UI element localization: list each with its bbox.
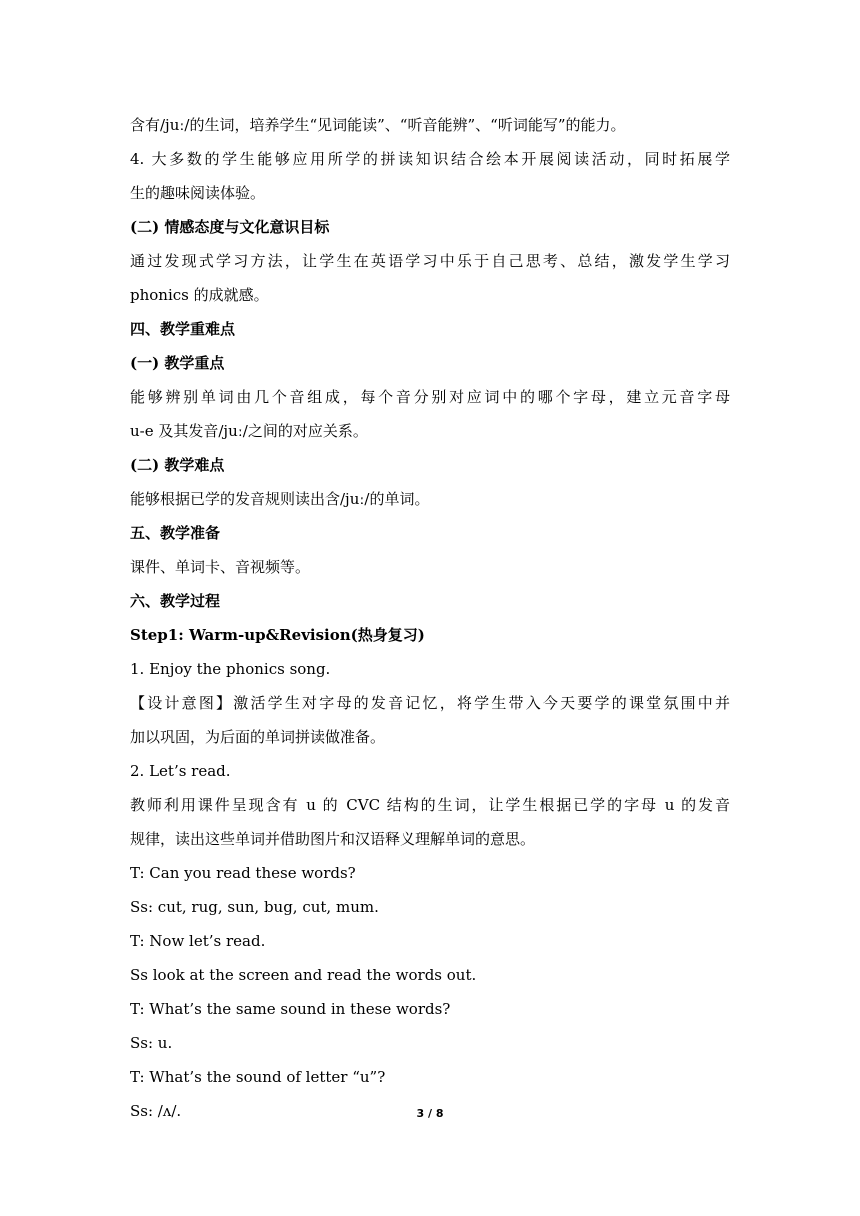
- document-page: [130, 108, 730, 1128]
- dialogue-line: Ss: /ʌ/.: [130, 1102, 182, 1120]
- section-heading-key-difficult-points: 四、教学重难点: [130, 320, 236, 338]
- paragraph-line: 能够根据已学的发音规则读出含/juː/的单词。: [130, 490, 430, 508]
- list-item: 2. Let’s read.: [130, 762, 231, 780]
- section-heading-process: 六、教学过程: [130, 592, 221, 610]
- subheading-key-points: (一) 教学重点: [130, 354, 225, 372]
- dialogue-line: T: What’s the sound of letter “u”?: [130, 1068, 386, 1086]
- paragraph-line: 通过发现式学习方法，让学生在英语学习中乐于自己思考、总结，激发学生学习: [130, 252, 730, 270]
- dialogue-line: T: What’s the same sound in these words?: [130, 1000, 451, 1018]
- paragraph-line: 规律，读出这些单词并借助图片和汉语释义理解单词的意思。: [130, 830, 536, 848]
- dialogue-line: Ss: cut, rug, sun, bug, cut, mum.: [130, 898, 379, 916]
- paragraph-line: phonics 的成就感。: [130, 286, 269, 304]
- paragraph-line: 教师利用课件呈现含有 u 的 CVC 结构的生词，让学生根据已学的字母 u 的发音: [130, 796, 730, 814]
- dialogue-line: Ss: u.: [130, 1034, 173, 1052]
- paragraph-line: u-e 及其发音/juː/之间的对应关系。: [130, 422, 368, 440]
- design-intent-line: 加以巩固，为后面的单词拼读做准备。: [130, 728, 386, 746]
- paragraph-line: 生的趣味阅读体验。: [130, 184, 266, 202]
- paragraph-line: 4. 大多数的学生能够应用所学的拼读知识结合绘本开展阅读活动，同时拓展学: [130, 150, 730, 168]
- dialogue-line: T: Now let’s read.: [130, 932, 266, 950]
- design-intent-line: 【设计意图】激活学生对字母的发音记忆，将学生带入今天要学的课堂氛围中并: [130, 694, 730, 712]
- dialogue-line: T: Can you read these words?: [130, 864, 356, 882]
- section-heading-preparation: 五、教学准备: [130, 524, 221, 542]
- paragraph-line: 含有/juː/的生词，培养学生“见词能读”、“听音能辨”、“听词能写”的能力。: [130, 116, 626, 134]
- subheading-difficult-points: (二) 教学难点: [130, 456, 225, 474]
- list-item: 1. Enjoy the phonics song.: [130, 660, 331, 678]
- paragraph-line: 能够辨别单词由几个音组成，每个音分别对应词中的哪个字母，建立元音字母: [130, 388, 730, 406]
- paragraph-line: 课件、单词卡、音视频等。: [130, 558, 311, 576]
- dialogue-line: Ss look at the screen and read the words out.: [130, 966, 477, 984]
- subheading-emotion-goals: (二) 情感态度与文化意识目标: [130, 218, 330, 236]
- step-heading: Step1: Warm-up&Revision(热身复习): [130, 626, 425, 644]
- page-number: 3 / 8: [416, 1107, 444, 1120]
